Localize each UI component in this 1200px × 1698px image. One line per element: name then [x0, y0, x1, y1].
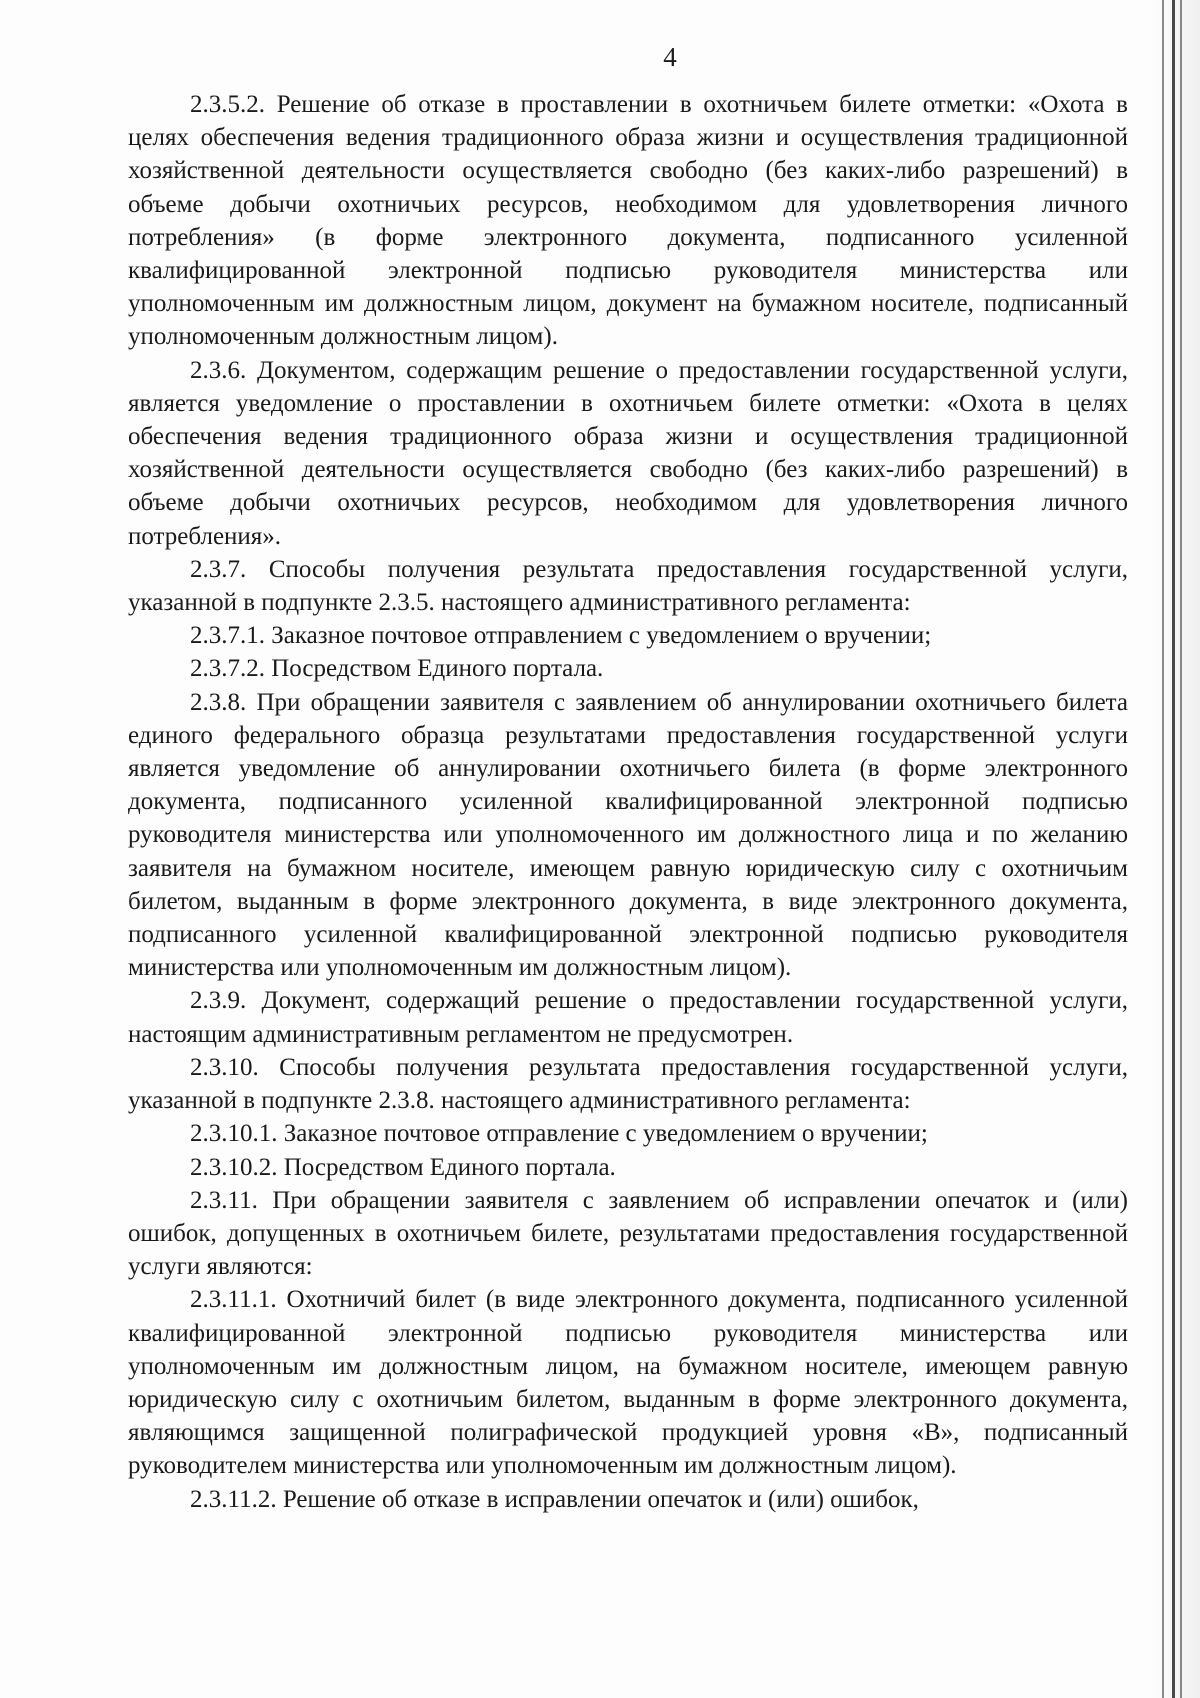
paragraph-2-3-10-1: 2.3.10.1. Заказное почтовое отправление с уведомлением о вручении; — [190, 1120, 928, 1148]
scan-edge-line — [1180, 0, 1182, 1698]
paragraph-2-3-5-2: 2.3.5.2. Решение об отказе в проставлении в охотничьем билете отметки: «Охота в целях обеспечения ведения традиционного образа жизни и осуществления традиционной хозяйственной деятельности осуществляется свободно (без каких-либо разрешений) в объеме добычи охотничьих ресурсов, необходимом для удовлетворения личного потребления» (в форме электронного документа, подписанного усиленной квалифицированной электронной подписью руководителя министерства или уполномоченным им должностным лицом, документ на бумажном носителе, подписанный уполномоченным должностным лицом). — [128, 91, 1128, 351]
paragraph-2-3-7-2: 2.3.7.2. Посредством Единого портала. — [190, 655, 604, 683]
paragraph-2-3-11-2: 2.3.11.2. Решение об отказе в исправлении опечаток и (или) ошибок, — [190, 1485, 919, 1513]
paragraph-2-3-11: 2.3.11. При обращении заявителя с заявлением об исправлении опечаток и (или) ошибок, допущенных в охотничьем билете, результатами предоставления государственной услуги являются: — [128, 1186, 1128, 1281]
paragraph-2-3-7: 2.3.7. Способы получения результата предоставления государственной услуги, указанной в подпункте 2.3.5. настоящего административного регламента: — [128, 555, 1128, 617]
paragraph-2-3-9: 2.3.9. Документ, содержащий решение о предоставлении государственной услуги, настоящим административным регламентом не предусмотрен. — [128, 987, 1128, 1048]
paragraph-2-3-6: 2.3.6. Документом, содержащим решение о предоставлении государственной услуги, является уведомление о проставлении в охотничьем билете отметки: «Охота в целях обеспечения ведения традиционного образа жизни и осуществления традиционной хозяйственной деятельности осуществляется свободно (без каких-либо разрешений) в объеме добычи охотничьих ресурсов, необходимом для удовлетворения личного потребления». — [128, 356, 1128, 550]
paragraph-2-3-11-1: 2.3.11.1. Охотничий билет (в виде электронного документа, подписанного усиленной квалифицированной электронной подписью руководителя министерства или уполномоченным им должностным лицом, на бумажном носителе, имеющем равную юридическую силу с охотничьим билетом, выданным в форме электронного документа, являющимся защищенной полиграфической продукцией уровня «В», подписанный руководителем министерства или уполномоченным им должностным лицом). — [128, 1286, 1128, 1480]
paragraph-2-3-10-2: 2.3.10.2. Посредством Единого портала. — [190, 1153, 616, 1181]
document-body — [128, 88, 1128, 1516]
paragraph-2-3-7-1: 2.3.7.1. Заказное почтовое отправлением с уведомлением о вручении; — [190, 622, 932, 650]
paragraph-2-3-8: 2.3.8. При обращении заявителя с заявлением об аннулировании охотничьего билета единого федерального образца результатами предоставления государственной услуги является уведомление об аннулировании охотничьего билета (в форме электронного документа, подписанного усиленной квалифицированной электронной подписью руководителя министерства или уполномоченного им должностного лица и по желанию заявителя на бумажном носителе, имеющем равную юридическую силу с охотничьим билетом, выданным в форме электронного документа, в виде электронного документа, подписанного усиленной квалифицированной электронной подписью руководителя министерства или уполномоченным им должностным лицом). — [128, 688, 1128, 982]
scan-edge-line — [1172, 0, 1175, 1698]
paragraph-2-3-10: 2.3.10. Способы получения результата предоставления государственной услуги, указанной в подпункте 2.3.8. настоящего административного регламента: — [128, 1053, 1128, 1115]
scan-edge-shadow — [1150, 0, 1200, 1698]
page-number: 4 — [663, 42, 677, 72]
scan-edge-line — [1162, 0, 1164, 1698]
